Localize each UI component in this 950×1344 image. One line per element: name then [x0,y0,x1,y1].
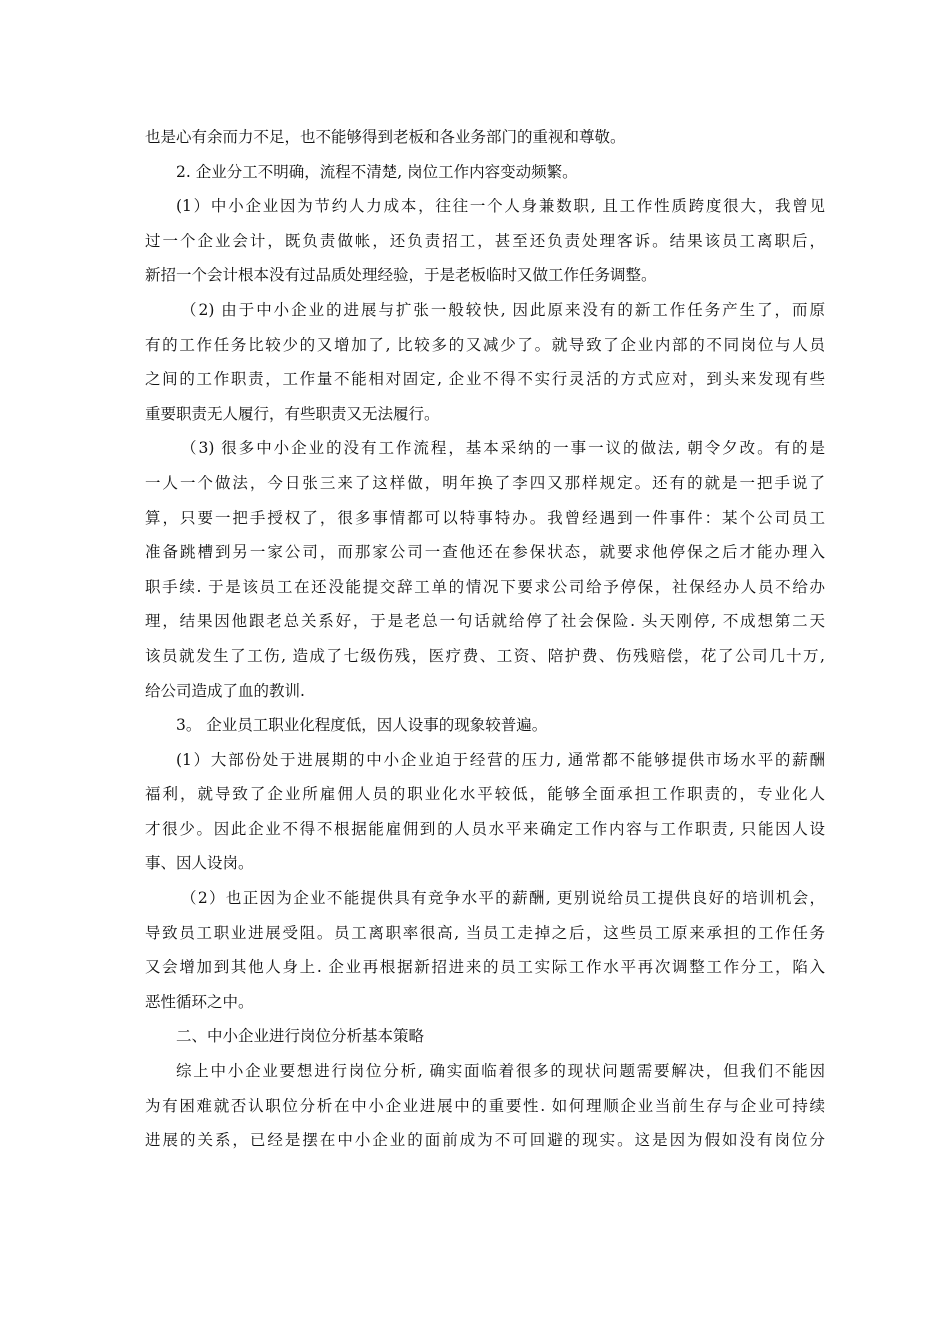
text-line: （2）也正因为企业不能提供具有竞争水平的薪酬, 更别说给员工提供良好的培训机会， [181,889,825,908]
text-line: 为有困难就否认职位分析在中小企业进展中的重要性. 如何理顺企业当前生存与企业可持续 [145,1096,825,1115]
text-line: 一人一个做法，今日张三来了这样做，明年换了李四又那样规定。还有的就是一把手说了 [145,473,825,492]
text-line: 该员就发生了工伤, 造成了七级伤残，医疗费、工资、陪护费、伤残赔偿，花了公司几十万, [145,646,825,665]
text-line: 也是心有余而力不足，也不能够得到老板和各业务部门的重视和尊敬。 [145,128,626,146]
text-line: 理，结果因他跟老总关系好，于是老总一句话就给停了社会保险. 头天刚停, 不成想第二天 [145,612,825,631]
section-heading: 二、中小企业进行岗位分析基本策略 [176,1027,425,1046]
text-line: 过一个企业会计，既负责做帐，还负责招工，甚至还负责处理客诉。结果该员工离职后， [145,231,825,250]
text-line: 事、因人设岗。 [145,854,254,873]
text-line: 算，只要一把手授权了，很多事情都可以特事特办。我曾经遇到一件事件：某个公司员工 [145,508,825,527]
text-line: 才很少。因此企业不得不根据能雇佣到的人员水平来确定工作内容与工作职责, 只能因人设 [145,819,825,838]
text-line: （3) 很多中小企业的没有工作流程，基本采纳的一事一议的做法, 朝令夕改。有的是 [181,439,825,458]
text-line: 职手续. 于是该员工在还没能提交辞工单的情况下要求公司给予停保，社保经办人员不给办 [145,577,825,596]
text-line: 导致员工职业进展受阻。员工离职率很高, 当员工走掉之后，这些员工原来承担的工作任务 [145,923,825,942]
section-heading: 2. 企业分工不明确，流程不清楚, 岗位工作内容变动频繁。 [176,162,578,181]
text-line: 恶性循环之中。 [145,992,254,1011]
section-heading: 3。 企业员工职业化程度低，因人设事的现象较普遍。 [176,716,548,735]
text-line: 给公司造成了血的教训. [145,681,305,700]
text-line: 又会增加到其他人身上. 企业再根据新招进来的员工实际工作水平再次调整工作分工，陷入 [145,958,825,977]
text-line: 之间的工作职责，工作量不能相对固定, 企业不得不实行灵活的方式应对，到头来发现有些 [145,370,825,389]
text-line: 有的工作任务比较少的又增加了, 比较多的又减少了。就导致了企业内部的不同岗位与人员 [145,335,825,354]
document-page [145,120,825,1158]
text-line: 新招一个会计根本没有过品质处理经验，于是老板临时又做工作任务调整。 [145,266,657,285]
text-line: （2) 由于中小企业的进展与扩张一般较快, 因此原来没有的新工作任务产生了，而原 [181,300,825,319]
text-line: 福利，就导致了企业所雇佣人员的职业化水平较低，能够全面承担工作职责的，专业化人 [145,785,825,804]
text-line: (1）大部份处于进展期的中小企业迫于经营的压力, 通常都不能够提供市场水平的薪酬 [176,750,825,769]
text-line: (1）中小企业因为节约人力成本，往往一个人身兼数职, 且工作性质跨度很大，我曾见 [176,197,825,216]
text-line: 综上中小企业要想进行岗位分析, 确实面临着很多的现状问题需要解决，但我们不能因 [176,1062,825,1081]
text-line: 准备跳槽到另一家公司，而那家公司一查他还在参保状态，就要求他停保之后才能办理入 [145,543,825,562]
text-line: 进展的关系，已经是摆在中小企业的面前成为不可回避的现实。这是因为假如没有岗位分 [145,1131,825,1150]
text-line: 重要职责无人履行，有些职责又无法履行。 [145,404,440,423]
